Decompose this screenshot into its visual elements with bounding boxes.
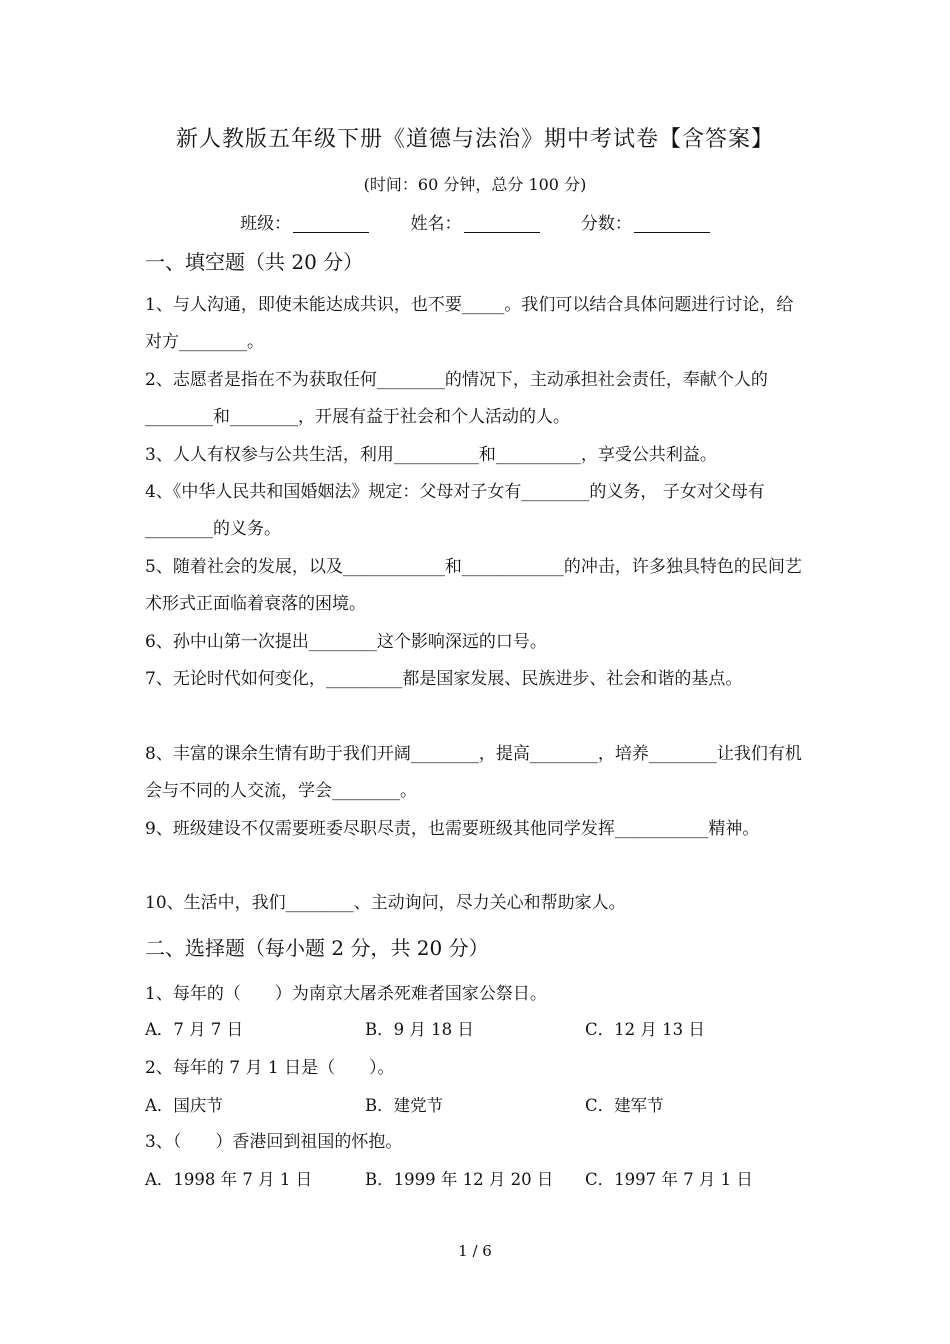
name-field bbox=[411, 209, 540, 234]
option-c: C．建军节 bbox=[585, 1096, 664, 1115]
class-field bbox=[240, 209, 369, 234]
choice-question-2-options bbox=[145, 1092, 810, 1122]
name-label: 姓名： bbox=[410, 214, 462, 234]
fill-question-6: 6、孙中山第一次提出________这个影响深远的口号。 bbox=[145, 632, 547, 652]
fill-question-8: 8、丰富的课余生情有助于我们开阔________，提高________，培养________让我们有机会与不同的人交流，学会________。 bbox=[145, 744, 802, 801]
fill-question-4: 4、《中华人民共和国婚姻法》规定：父母对子女有________的义务， 子女对父母有________的义务。 bbox=[145, 482, 765, 539]
fill-question-2: 2、志愿者是指在不为获取任何________的情况下，主动承担社会责任，奉献个人的________和________，开展有益于社会和个人活动的人。 bbox=[145, 370, 768, 427]
option-b: B．9 月 18 日 bbox=[365, 1020, 474, 1039]
class-label: 班级： bbox=[240, 214, 292, 234]
score-label: 分数： bbox=[580, 214, 632, 234]
score-blank bbox=[634, 214, 710, 233]
fill-question-10: 10、生活中，我们________、主动询问，尽力关心和帮助家人。 bbox=[145, 893, 626, 913]
option-a: A．7 月 7 日 bbox=[145, 1020, 244, 1039]
choice-question-3-options bbox=[145, 1166, 810, 1196]
student-info-row bbox=[0, 209, 950, 234]
choice-question-1: 1、每年的（ ）为南京大屠杀死难者国家公祭日。 bbox=[145, 984, 547, 1004]
name-blank bbox=[464, 214, 540, 233]
exam-subtitle: (时间：60 分钟，总分 100 分) bbox=[363, 175, 587, 194]
option-c: C．1997 年 7 月 1 日 bbox=[585, 1170, 753, 1189]
choice-question-3: 3、（ ）香港回到祖国的怀抱。 bbox=[145, 1132, 403, 1152]
fill-question-5: 5、随着社会的发展，以及____________和____________的冲击，许多独具特色的民间艺术形式正面临着衰落的困境。 bbox=[145, 557, 802, 614]
option-a: A．国庆节 bbox=[145, 1096, 223, 1115]
choice-question-1-options bbox=[145, 1016, 810, 1046]
fill-question-1: 1、与人沟通，即使未能达成共识，也不要_____。我们可以结合具体问题进行讨论，给对方________。 bbox=[145, 295, 794, 352]
option-c: C．12 月 13 日 bbox=[585, 1020, 705, 1039]
section-choice-heading: 二、选择题（每小题 2 分，共 20 分） bbox=[145, 936, 489, 960]
fill-question-3: 3、人人有权参与公共生活，利用__________和__________，享受公共利益。 bbox=[145, 445, 717, 465]
option-a: A．1998 年 7 月 1 日 bbox=[145, 1170, 313, 1189]
class-blank bbox=[293, 214, 369, 233]
option-b: B．建党节 bbox=[365, 1096, 444, 1115]
exam-title: 新人教版五年级下册《道德与法治》期中考试卷【含答案】 bbox=[175, 127, 774, 152]
choice-question-2: 2、每年的 7 月 1 日是（ ）。 bbox=[145, 1058, 395, 1078]
option-b: B．1999 年 12 月 20 日 bbox=[365, 1170, 554, 1189]
fill-question-7: 7、无论时代如何变化，_________都是国家发展、民族进步、社会和谐的基点。 bbox=[145, 669, 743, 689]
page-number: 1 / 6 bbox=[458, 1242, 492, 1260]
section-fill-blank-heading: 一、填空题（共 20 分） bbox=[145, 250, 364, 274]
score-field bbox=[581, 209, 710, 234]
fill-question-9: 9、班级建设不仅需要班委尽职尽责，也需要班级其他同学发挥___________精神。 bbox=[145, 819, 760, 839]
